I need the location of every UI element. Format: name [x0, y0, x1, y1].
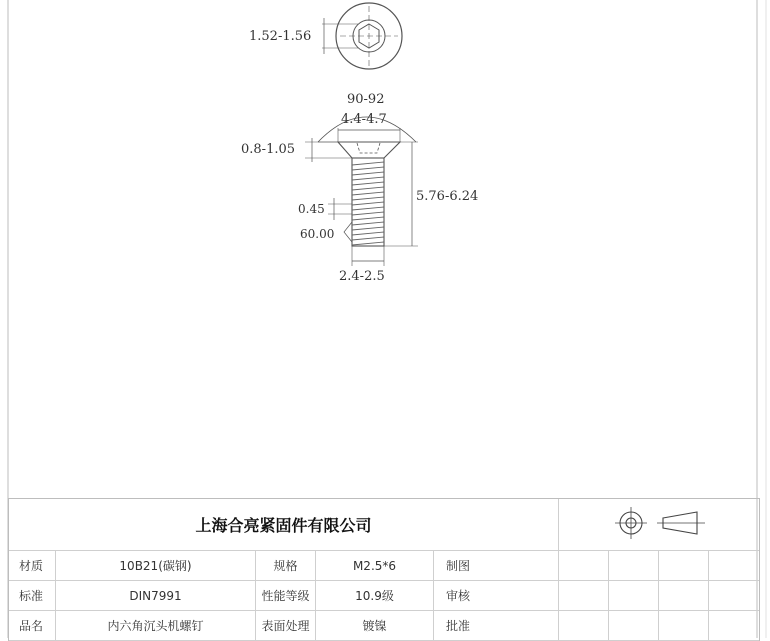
first-angle-projection-icon: [615, 507, 647, 539]
dim-head-diameter: 4.4-4.7: [341, 112, 387, 127]
label-surface-treatment: 表面处理: [256, 611, 316, 641]
blank-cell: [559, 611, 609, 641]
blank-cell: [559, 551, 609, 581]
value-material: 10B21(碳钢): [56, 551, 256, 581]
blank-cell: [709, 581, 759, 611]
value-spec: M2.5*6: [316, 551, 434, 581]
blank-cell: [659, 551, 709, 581]
value-product-name: 内六角沉头机螺钉: [56, 611, 256, 641]
blank-cell: [609, 581, 659, 611]
title-block: [8, 498, 760, 641]
label-spec: 规格: [256, 551, 316, 581]
blank-cell: [709, 551, 759, 581]
blank-cell: [559, 581, 609, 611]
label-review: 审核: [434, 581, 559, 611]
blank-cell: [609, 611, 659, 641]
value-standard: DIN7991: [56, 581, 256, 611]
side-view: [305, 117, 418, 266]
dim-total-length: 5.76-6.24: [416, 189, 479, 204]
dim-head-angle: 90-92: [347, 92, 385, 107]
label-approve: 批准: [434, 611, 559, 641]
dim-head-height: 0.8-1.05: [241, 142, 296, 157]
dim-pitch: 0.45: [298, 202, 325, 216]
taper-view-icon: [657, 512, 705, 534]
label-grade: 性能等级: [256, 581, 316, 611]
projection-symbols: [559, 499, 759, 551]
company-name: 上海合亮紧固件有限公司: [9, 499, 559, 551]
blank-cell: [709, 611, 759, 641]
dim-hex-socket: 1.52-1.56: [249, 29, 312, 44]
blank-cell: [659, 581, 709, 611]
dim-thread-angle: 60.00: [300, 227, 335, 241]
top-view: [322, 3, 402, 69]
label-product-name: 品名: [9, 611, 56, 641]
blank-cell: [609, 551, 659, 581]
value-surface-treatment: 镀镍: [316, 611, 434, 641]
dim-thread-diameter: 2.4-2.5: [339, 269, 385, 284]
label-standard: 标准: [9, 581, 56, 611]
value-grade: 10.9级: [316, 581, 434, 611]
blank-cell: [659, 611, 709, 641]
label-material: 材质: [9, 551, 56, 581]
label-drawn: 制图: [434, 551, 559, 581]
